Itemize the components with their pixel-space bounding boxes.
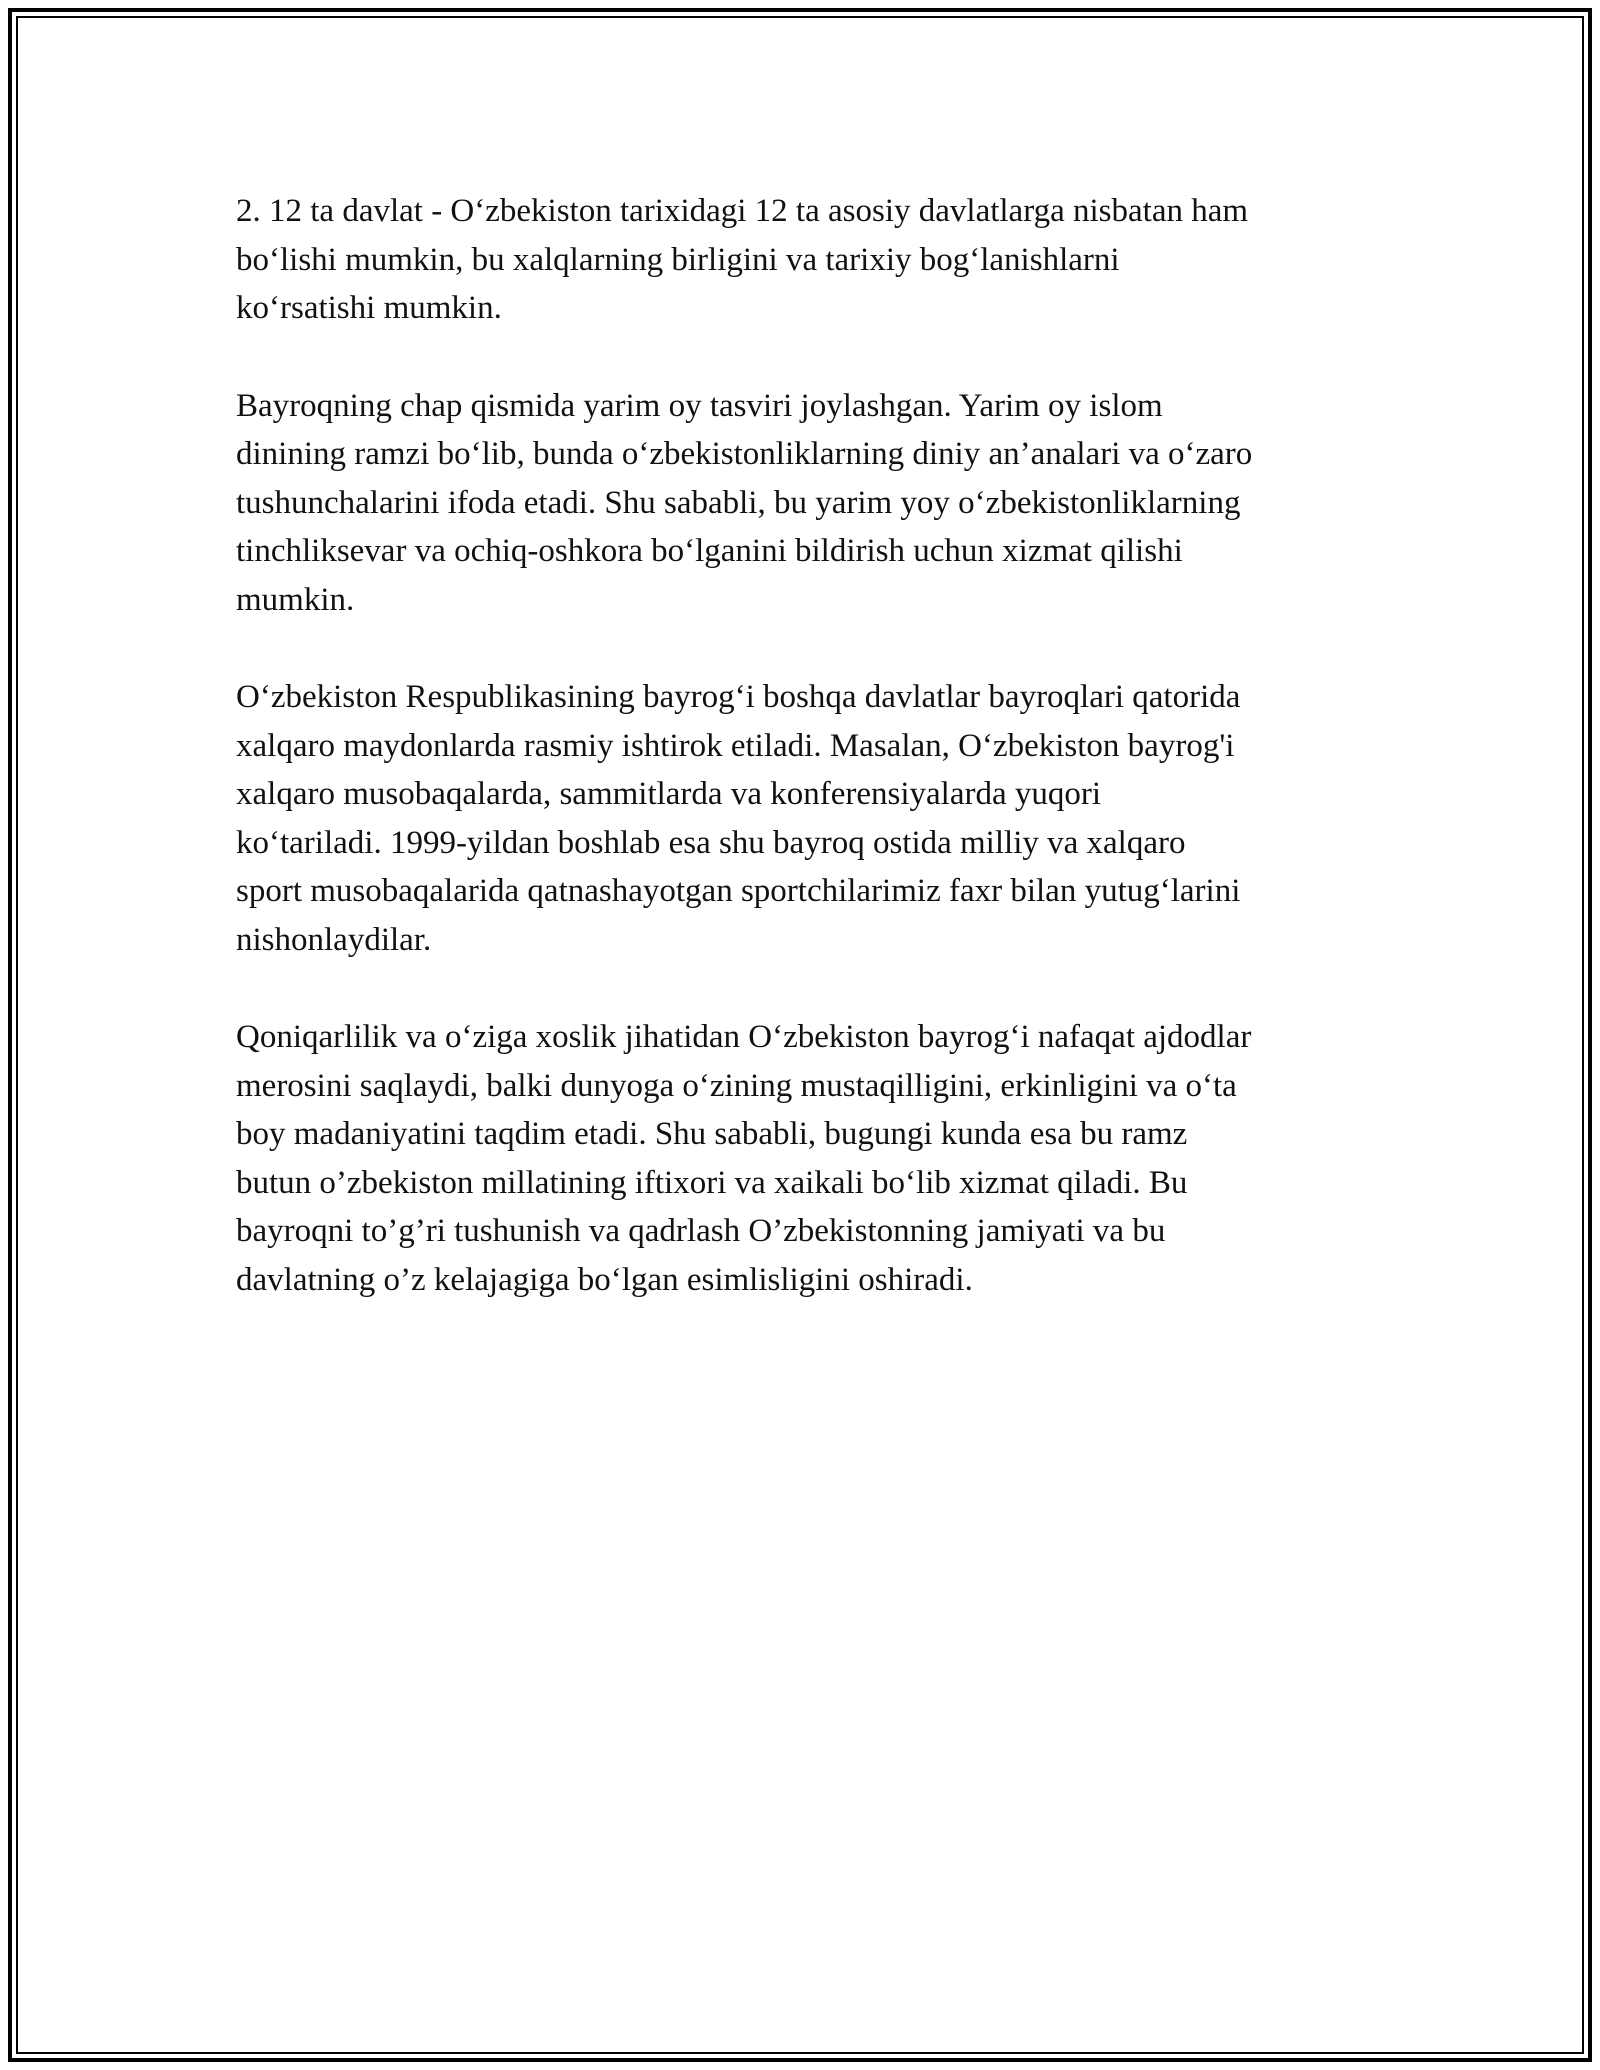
paragraph-international-use: O‘zbekiston Respublikasining bayrog‘i boshqa davlatlar bayroqlari qatorida xalqaro maydonlarda rasmiy ishtirok etiladi. Masalan, O‘zbekiston bayrog'i xalqaro musobaqalarda, sammitlarda va konferensiyalarda yuqori ko‘tariladi. 1999-yildan boshlab esa shu bayroq ostida milliy va xalqaro sport musobaqalarida qatnashayotgan sportchilarimiz faxr bilan yutug‘larini nishonlaydilar.	[236, 679, 1241, 958]
paragraph-crescent-moon: Bayroqning chap qismida yarim oy tasviri joylashgan. Yarim oy islom dinining ramzi bo‘lib, bunda o‘zbekistonliklarning diniy an’analari va o‘zaro tushunchalarini ifoda etadi. Shu sababli, bu yarim yoy o‘zbekistonliklarning tinchliksevar va ochiq-oshkora bo‘lganini bildirish uchun xizmat qilishi mumkin.	[236, 387, 1253, 618]
paragraph-heritage: Qoniqarlilik va o‘ziga xoslik jihatidan O‘zbekiston bayrog‘i nafaqat ajdodlar merosini saqlaydi, balki dunyoga o‘zining mustaqilligini, erkinligini va o‘ta boy madaniyatini taqdim etadi. Shu sababli, bugungi kunda esa bu ramz butun o’zbekiston millatining iftixori va xaikali bo‘lib xizmat qiladi. Bu bayroqni to’g’ri tushunish va qadrlash O’zbekistonning jamiyati va bu davlatning o’z kelajagiga bo‘lgan esimlisligini oshiradi.	[236, 1019, 1252, 1298]
document-body	[236, 187, 1386, 1353]
paragraph-twelve-states: 2. 12 ta davlat - O‘zbekiston tarixidagi 12 ta asosiy davlatlarga nisbatan ham bo‘lishi mumkin, bu xalqlarning birligini va tarixiy bog‘lanishlarni ko‘rsatishi mumkin.	[236, 193, 1249, 326]
